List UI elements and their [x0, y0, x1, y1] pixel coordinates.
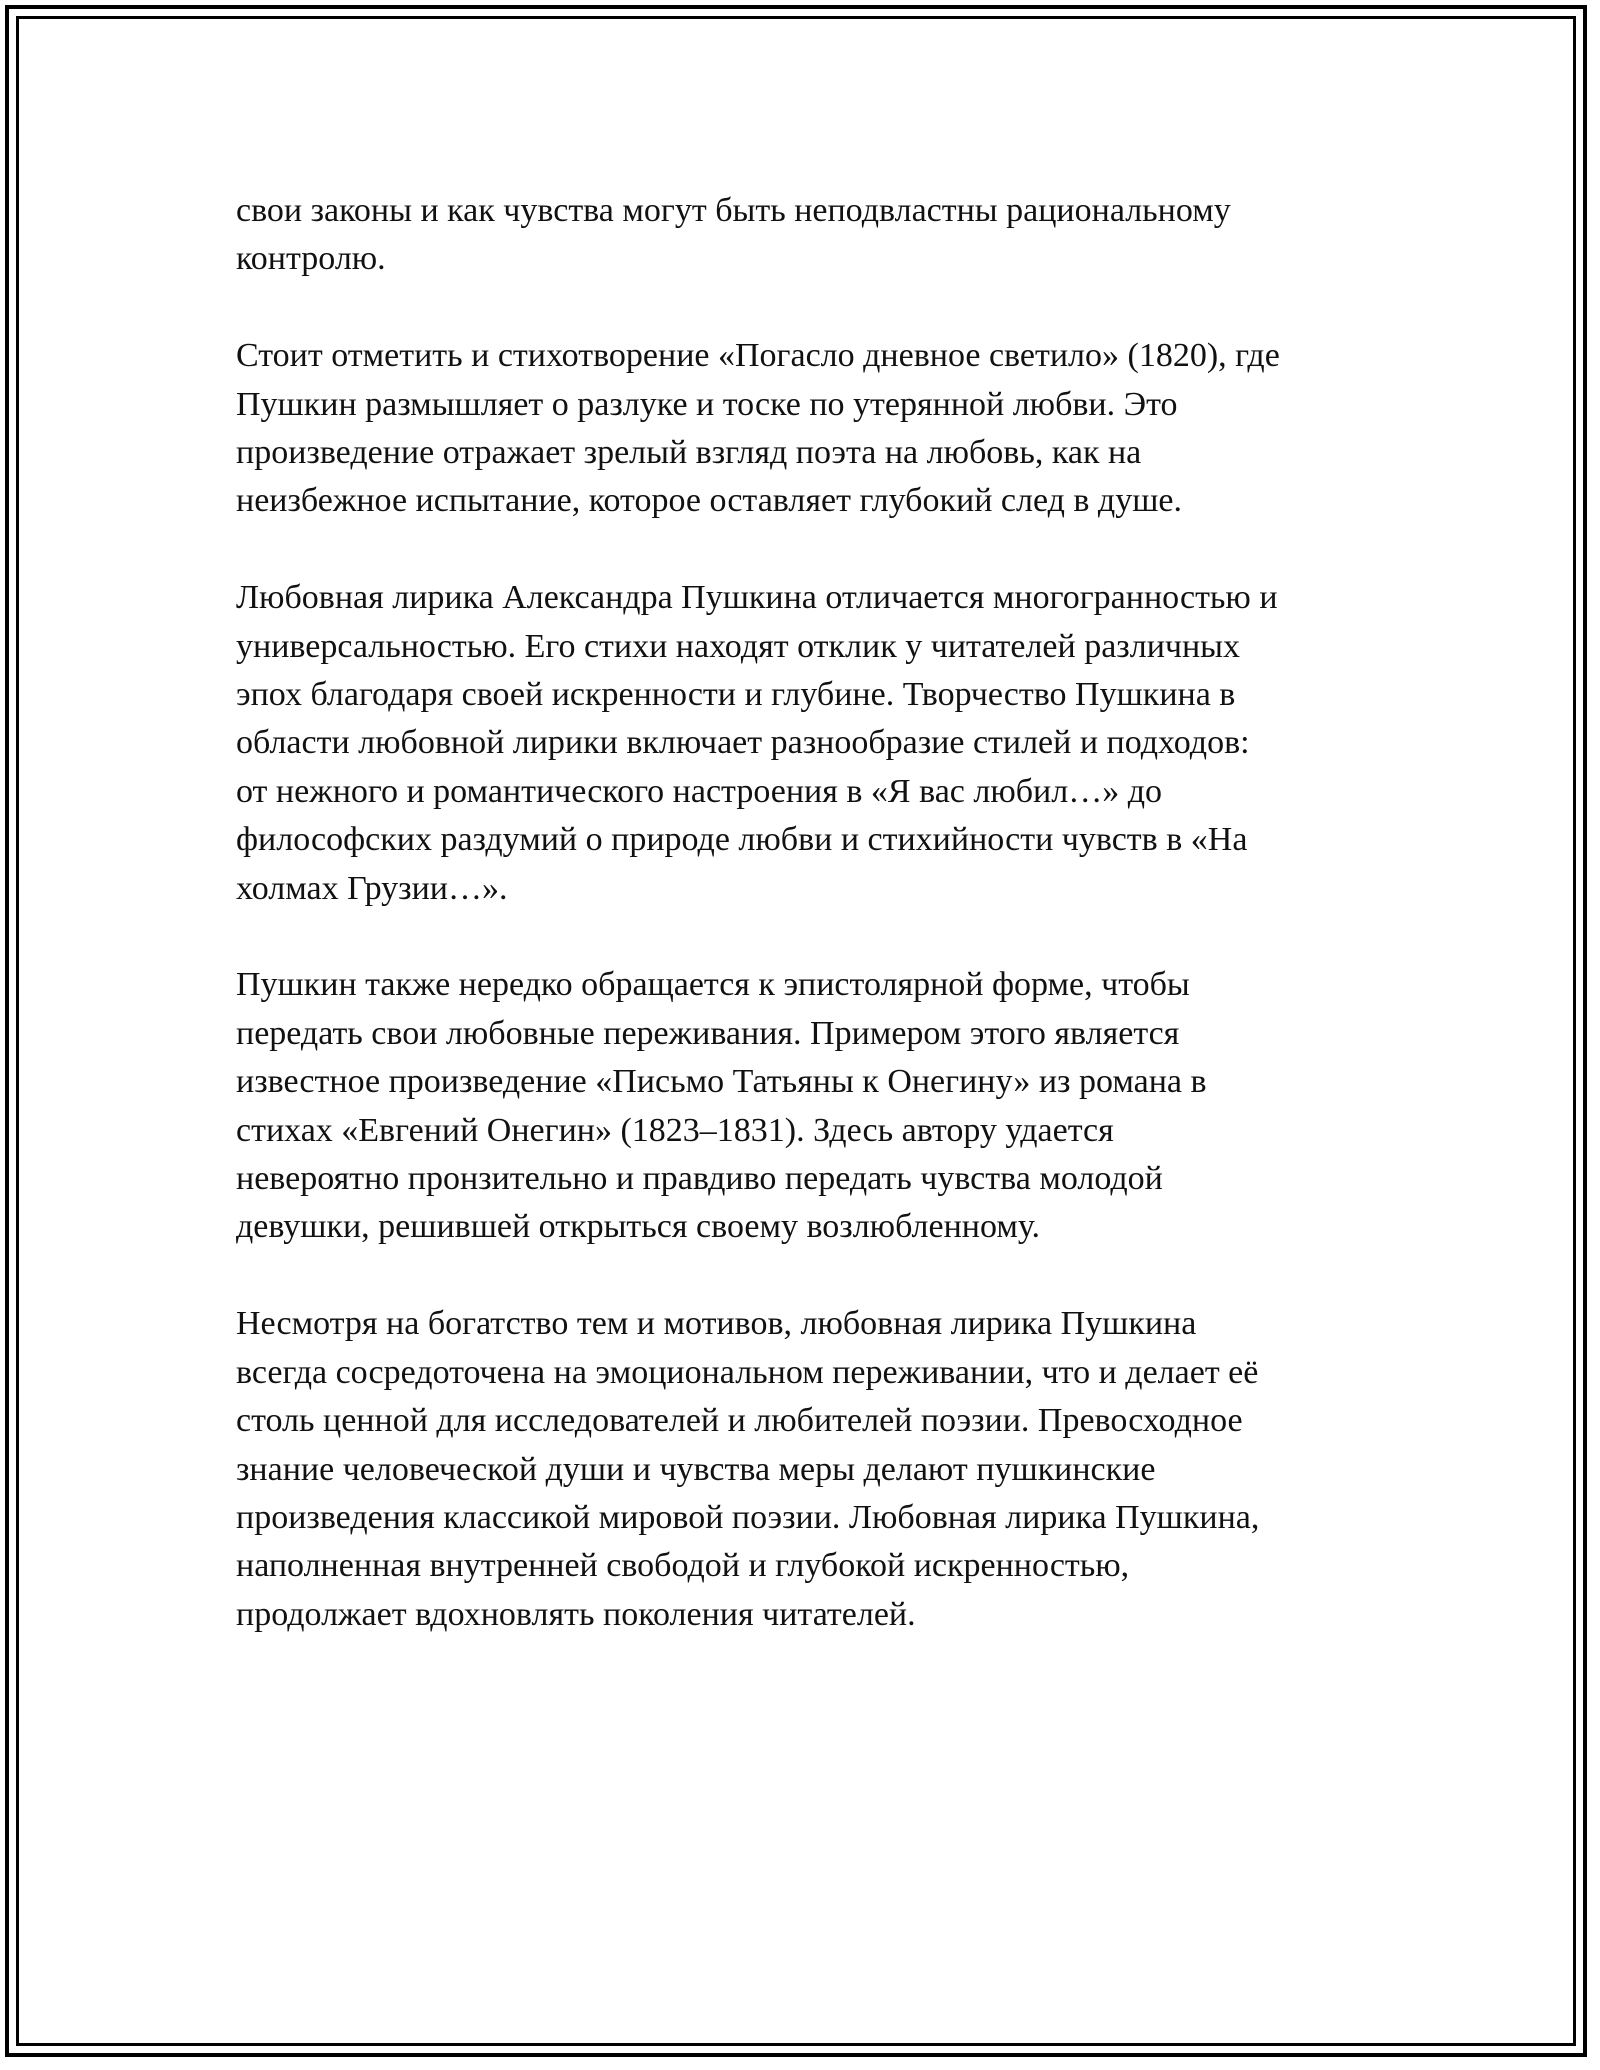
text-line: столь ценной для исследователей и любителей поэзии. Превосходное: [236, 1402, 1243, 1440]
text-line: знание человеческой души и чувства меры делают пушкинские: [236, 1450, 1156, 1488]
text-line: области любовной лирики включает разнообразие стилей и подходов:: [236, 724, 1250, 762]
text-line: Стоит отметить и стихотворение «Погасло дневное светило» (1820), где: [236, 337, 1280, 375]
text-line: свои законы и как чувства могут быть неподвластны рациональному: [236, 192, 1231, 229]
text-line: наполненная внутренней свободой и глубокой искренностью,: [236, 1547, 1130, 1585]
text-line: универсальностью. Его стихи находят отклик у читателей различных: [236, 627, 1241, 665]
text-line: стихах «Евгений Онегин» (1823–1831). Здесь автору удается: [236, 1111, 1114, 1149]
text-line: неизбежное испытание, которое оставляет глубокий след в душе.: [236, 482, 1183, 520]
text-line: Несмотря на богатство тем и мотивов, любовная лирика Пушкина: [236, 1305, 1197, 1343]
text-line: невероятно пронзительно и правдиво передать чувства молодой: [236, 1160, 1163, 1198]
document-body: [236, 187, 1366, 1688]
paragraph-3: [236, 574, 1366, 913]
text-line: Любовная лирика Александра Пушкина отличается многогранностью и: [236, 579, 1278, 617]
text-line: произведение отражает зрелый взгляд поэта на любовь, как на: [236, 434, 1142, 472]
paragraph-2: [236, 332, 1366, 526]
text-line: продолжает вдохновлять поколения читателей.: [236, 1595, 916, 1633]
text-line: Пушкин также нередко обращается к эпистолярной форме, чтобы: [236, 966, 1190, 1004]
text-line: всегда сосредоточена на эмоциональном переживании, что и делает её: [236, 1353, 1259, 1391]
text-line: контролю.: [236, 240, 386, 278]
text-line: Пушкин размышляет о разлуке и тоске по утерянной любви. Это: [236, 385, 1178, 423]
paragraph-5: [236, 1300, 1366, 1639]
text-line: от нежного и романтического настроения в «Я вас любил…» до: [236, 772, 1163, 810]
text-line: произведения классикой мировой поэзии. Любовная лирика Пушкина,: [236, 1498, 1260, 1536]
text-line: известное произведение «Письмо Татьяны к Онегину» из романа в: [236, 1063, 1207, 1101]
paragraph-1: [236, 187, 1366, 284]
text-line: девушки, решившей открыться своему возлюбленному.: [236, 1208, 1040, 1246]
text-line: философских раздумий о природе любви и стихийности чувств в «На: [236, 821, 1248, 859]
paragraph-4: [236, 961, 1366, 1251]
text-line: передать свои любовные переживания. Примером этого является: [236, 1014, 1180, 1052]
text-line: эпох благодаря своей искренности и глубине. Творчество Пушкина в: [236, 676, 1236, 714]
text-line: холмах Грузии…».: [236, 869, 508, 907]
